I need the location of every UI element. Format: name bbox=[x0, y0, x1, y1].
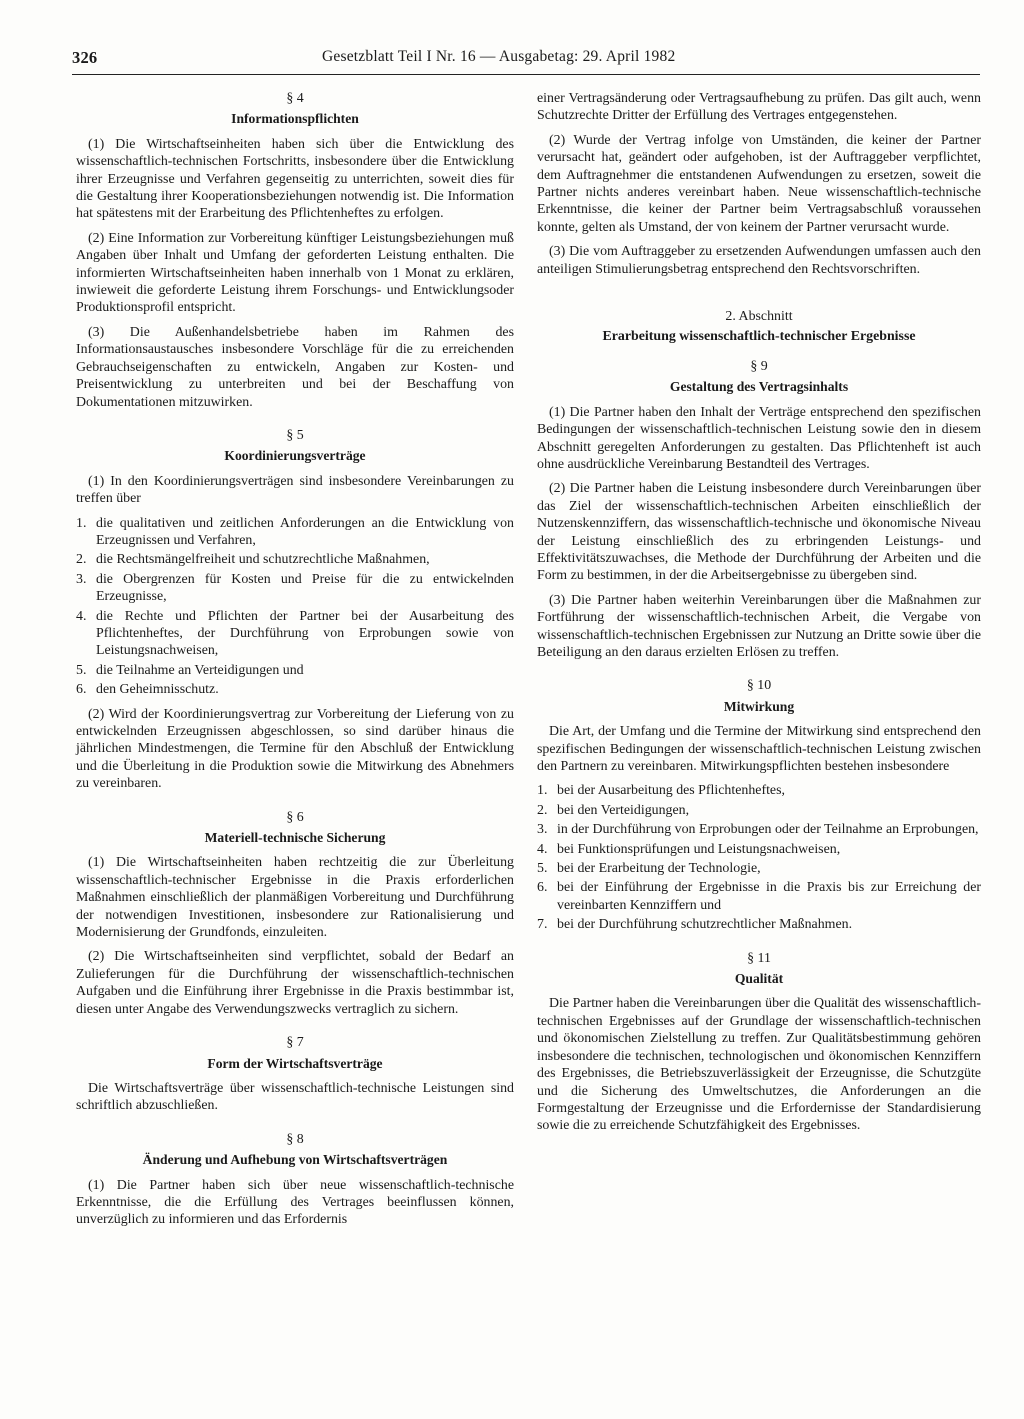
item-text: die Teilnahme an Verteidigungen und bbox=[96, 662, 304, 678]
paragraph: (1) Die Wirtschaftseinheiten haben sich über die Entwicklung des wissenschaftlich-technischen Fortschritts, insbesondere über die Entwicklung ihrer Erzeugnisse und Verfahren gegenseitig zu unterrichten, soweit dies für die Gestaltung ihrer Kooperationsbeziehungen notwendig ist. Die Information hat spätestens mit der Erarbeitung des Pflichtenheftes zu erfolgen. bbox=[76, 136, 514, 222]
paragraph: (3) Die Partner haben weiterhin Vereinbarungen über die Maßnahmen zur Fortführung der wissenschaftlich-technischen Arbeit, die Vergabe von wissenschaftlich-technischen Ergebnissen zur Nutzung an Dritte sowie über die Beteiligung an den daraus erzielten Erlösen zu treffen. bbox=[537, 592, 981, 660]
section-6 bbox=[76, 809, 514, 1018]
item-text: bei der Erarbeitung der Technologie, bbox=[557, 861, 761, 877]
section-title: Informationspflichten bbox=[231, 111, 359, 127]
right-column bbox=[537, 90, 981, 1142]
paragraph: einer Vertragsänderung oder Vertragsaufhebung zu prüfen. Das gilt auch, wenn Schutzrechte Dritter der Erfüllung des Vertrages entgegenstehen. bbox=[537, 91, 981, 124]
section-title: Form der Wirtschaftsverträge bbox=[207, 1055, 383, 1071]
paragraph: Die Art, der Umfang und die Termine der Mitwirkung sind entsprechend den spezifischen Bedingungen der wissenschaftlich-technischen Leistung zwischen den Partnern zu vereinbaren. Mitwirkungspflichten bestehen insbesondere bbox=[537, 724, 981, 774]
item-text: die qualitativen und zeitlichen Anforderungen an die Entwicklung von Erzeugnissen und Verfahren, bbox=[96, 515, 514, 548]
section-9 bbox=[537, 358, 981, 662]
section-number: § 9 bbox=[750, 358, 768, 374]
list-item bbox=[76, 662, 514, 679]
section-8-continued bbox=[537, 90, 981, 278]
item-number: 2. bbox=[537, 802, 548, 818]
list-item bbox=[537, 879, 981, 914]
item-text: bei Funktionsprüfungen und Leistungsnachweisen, bbox=[557, 841, 841, 857]
paragraph: Die Partner haben die Vereinbarungen über die Qualität des wissenschaftlich-technischen Ergebnisses auf der Grundlage der wissenschaftlich-technischen und ökonomischen Zielstellung zu treffen. Zur Qualitätsbestimmung gehören insbesondere die technischen, technologischen und ökonomischen Kennziffern des Ergebnisses, die Betriebszuverlässigkeit der Erzeugnisse, die Schutzgüte und die Sicherung des Umweltschutzes, die Anforderungen an die Formgestaltung der Erzeugnisse und die Erfordernisse der Standardisierung sowie die zu erreichende Schutzfähigkeit des Ergebnisses. bbox=[537, 996, 981, 1134]
item-number: 4. bbox=[76, 608, 87, 624]
paragraph: (1) Die Wirtschaftseinheiten haben rechtzeitig die zur Überleitung wissenschaftlich-technischer Ergebnisse in die Praxis erforderlichen Maßnahmen einschließlich der planmäßigen Vorbereitung und Durchführung der notwendigen Investitionen, insbesondere zur Rationalisierung und Modernisierung der Grundfonds, einzuleiten. bbox=[76, 855, 514, 941]
paragraph: (3) Die Außenhandelsbetriebe haben im Rahmen des Informationsaustausches insbesondere Vorschläge für die zu erreichenden Gebrauchseigenschaften zu entwickeln, Angaben zur Kosten- und Preisentwicklung zu unterbreiten und bei der Beschaffung von Dokumentationen mitzuwirken. bbox=[76, 324, 514, 410]
item-number: 6. bbox=[537, 880, 548, 896]
list-item bbox=[537, 821, 981, 838]
item-text: in der Durchführung von Erprobungen oder der Teilnahme an Erprobungen, bbox=[557, 822, 979, 838]
item-number: 4. bbox=[537, 841, 548, 857]
list-item bbox=[537, 860, 981, 877]
item-text: bei der Durchführung schutzrechtlicher Maßnahmen. bbox=[557, 917, 853, 933]
section-10 bbox=[537, 677, 981, 933]
page-header bbox=[72, 48, 980, 75]
item-number: 3. bbox=[537, 822, 548, 838]
list-item bbox=[76, 571, 514, 606]
list-item bbox=[537, 802, 981, 819]
paragraph: (1) Die Partner haben den Inhalt der Verträge entsprechend den spezifischen Bedingungen der wissenschaftlich-technischen Leistung sowie den in diesem Abschnitt geregelten Anforderungen zu gestalten. Das Pflichtenheft ist auch ohne ausdrückliche Vereinbarung Bestandteil des Vertrages. bbox=[537, 404, 981, 472]
paragraph: (2) Die Wirtschaftseinheiten sind verpflichtet, sobald der Bedarf an Zulieferungen für die Durchführung der wissenschaftlich-technischen Aufgaben und die Einführung ihrer Ergebnisse in die Praxis bestimmbar ist, diesen unter Angabe des Verwendungszwecks vertraglich zu sichern. bbox=[76, 949, 514, 1017]
gazette-title: Gesetzblatt Teil I Nr. 16 — Ausgabetag: 29. April 1982 bbox=[322, 48, 676, 65]
chapter-title: Erarbeitung wissenschaftlich-technischer Ergebnisse bbox=[602, 329, 916, 345]
section-5 bbox=[76, 427, 514, 793]
section-title: Mitwirkung bbox=[723, 698, 795, 714]
item-number: 1. bbox=[76, 515, 87, 531]
paragraph: (2) Eine Information zur Vorbereitung künftiger Leistungsbeziehungen muß Angaben über Inhalt und Umfang der geforderten Leistung enthalten. Die informierten Wirtschaftseinheiten haben innerhalb von 1 Monat zu erklären, inwieweit die geforderte Leistung ihrem Forschungs- und Entwicklungsoder Produktionsprofil entspricht. bbox=[76, 230, 514, 316]
page-number: 326 bbox=[72, 48, 98, 67]
list-item bbox=[537, 916, 981, 933]
section-title: Koordinierungsverträge bbox=[224, 448, 366, 464]
item-number: 1. bbox=[537, 783, 548, 799]
section-number: § 5 bbox=[286, 427, 304, 443]
section-11 bbox=[537, 950, 981, 1135]
section-number: § 10 bbox=[746, 678, 772, 694]
left-column bbox=[76, 90, 514, 1236]
list-item bbox=[76, 515, 514, 550]
section-number: § 8 bbox=[286, 1131, 304, 1147]
paragraph: Die Wirtschaftsverträge über wissenschaftlich-technische Leistungen sind schriftlich abzuschließen. bbox=[76, 1080, 514, 1114]
chapter-heading bbox=[537, 308, 981, 346]
section-title: Materiell-technische Sicherung bbox=[204, 830, 386, 846]
paragraph: (2) Wird der Koordinierungsvertrag zur Vorbereitung der Lieferung von zu entwickelnden Erzeugnissen abgeschlossen, so sind darüber hinaus die jährlichen Mindestmengen, die Termine für den Abschluß der Entwicklung und die Überleitung in die Produktion sowie die Mitwirkung des Abnehmers zu vereinbaren. bbox=[76, 706, 514, 792]
section-number: § 6 bbox=[286, 809, 304, 825]
section-number: § 7 bbox=[286, 1035, 304, 1051]
item-list bbox=[76, 515, 514, 699]
section-8 bbox=[76, 1131, 514, 1229]
item-text: bei der Einführung der Ergebnisse in die Praxis bis zur Erreichung der vereinbarten Kennziffern und bbox=[557, 880, 981, 913]
paragraph: (2) Wurde der Vertrag infolge von Umständen, die keiner der Partner verursacht hat, geändert oder aufgehoben, ist der Auftraggeber verpflichtet, dem Auftragnehmer die entstandenen Aufwendungen zu ersetzen, soweit die Partner nichts anderes vereinbart haben. Neue wissenschaftlich-technische Erkenntnisse, die keiner der Partner beim Vertragsabschluß voraussehen konnte, gelten als Umstand, der von keinem der Partner verursacht wurde. bbox=[537, 132, 981, 235]
list-item bbox=[537, 841, 981, 858]
section-number: § 11 bbox=[747, 950, 771, 966]
paragraph: (1) Die Partner haben sich über neue wissenschaftlich-technische Erkenntnisse, die die Erfüllung des Vertrages beeinflussen können, unverzüglich zu informieren und das Erfordernis bbox=[76, 1177, 514, 1228]
section-7 bbox=[76, 1034, 514, 1115]
item-text: die Obergrenzen für Kosten und Preise für die zu entwickelnden Erzeugnisse, bbox=[96, 571, 514, 605]
item-number: 5. bbox=[537, 861, 548, 877]
paragraph: (1) In den Koordinierungsverträgen sind insbesondere Vereinbarungen zu treffen über bbox=[76, 473, 514, 507]
item-text: bei der Ausarbeitung des Pflichtenheftes, bbox=[557, 783, 785, 799]
item-number: 6. bbox=[76, 682, 87, 698]
list-item bbox=[537, 782, 981, 799]
item-text: die Rechtsmängelfreiheit und schutzrechtliche Maßnahmen, bbox=[96, 552, 430, 568]
list-item bbox=[76, 681, 514, 698]
list-item bbox=[76, 551, 514, 568]
item-text: bei den Verteidigungen, bbox=[557, 802, 690, 818]
section-4 bbox=[76, 90, 514, 411]
paragraph: (3) Die vom Auftraggeber zu ersetzenden Aufwendungen umfassen auch den anteiligen Stimulierungsbetrag entsprechend den Rechtsvorschriften. bbox=[537, 244, 981, 277]
item-number: 3. bbox=[76, 571, 87, 587]
paragraph: (2) Die Partner haben die Leistung insbesondere durch Vereinbarungen über das Ziel der wissenschaftlich-technischen Arbeiten einschließlich der Nutzenskennziffern, das wissenschaftlich-technische und ökonomische Niveau der Leistung einschließlich des zu erbringenden Leistungs- und Effektivitätszuwachses, die Methode der Durchführung der Arbeiten und die Form zu bestimmen, in der die Arbeitsergebnisse zu übergeben sind. bbox=[537, 481, 981, 584]
section-title: Qualität bbox=[734, 971, 784, 987]
item-list bbox=[537, 782, 981, 933]
list-item bbox=[76, 608, 514, 660]
section-number: § 4 bbox=[286, 91, 304, 106]
item-number: 2. bbox=[76, 552, 87, 568]
section-title: Gestaltung des Vertragsinhalts bbox=[669, 379, 849, 395]
section-title: Änderung und Aufhebung von Wirtschaftsverträgen bbox=[142, 1152, 448, 1168]
chapter-number: 2. Abschnitt bbox=[725, 309, 793, 325]
item-text: den Geheimnisschutz. bbox=[96, 682, 219, 698]
item-text: die Rechte und Pflichten der Partner bei der Ausarbeitung des Pflichtenheftes, der Durchführung von Erprobungen sowie von Leistungsnachweisen, bbox=[96, 608, 514, 659]
item-number: 7. bbox=[537, 917, 548, 933]
item-number: 5. bbox=[76, 662, 87, 678]
